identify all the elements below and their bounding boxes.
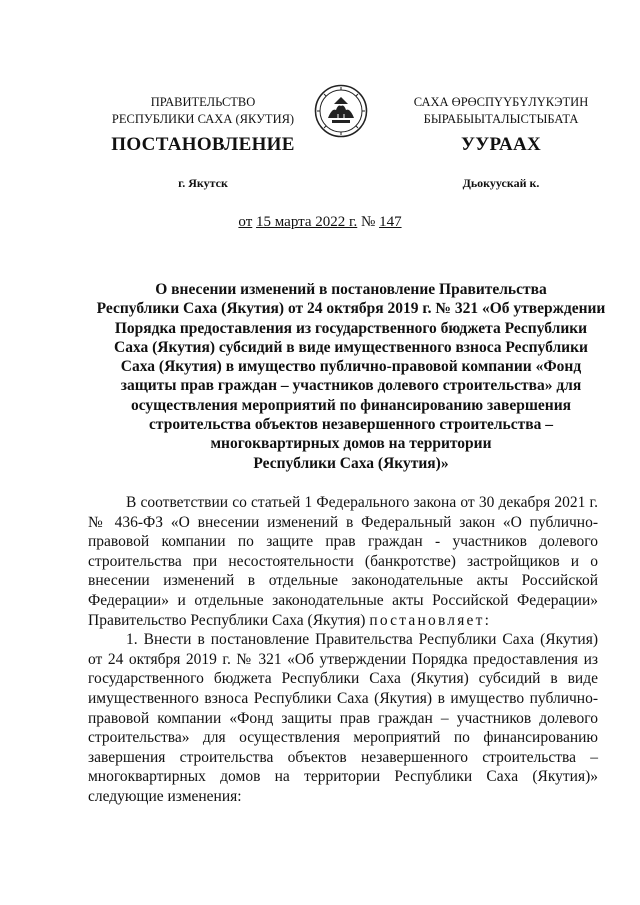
document-title [88,280,614,473]
issuer-name-yakut [386,94,616,128]
city-yakut: Дьокуускай к. [462,176,540,190]
title-line: Саха (Якутия) субсидий в виде имущественного взноса Республики [114,338,588,356]
document-date-line [0,214,640,231]
city-russian: г. Якутск [178,176,228,190]
issuer-line-1: ПРАВИТЕЛЬСТВО [150,95,256,109]
date-prefix: от [238,214,253,230]
title-line: Порядка предоставления из государственного бюджета Республики [114,319,588,337]
number-sign: № [361,214,376,230]
issuer-line-1-yakut: САХА ӨРӨСПҮҮБҮЛҮКЭТИН [413,95,589,109]
preamble-paragraph [88,493,598,630]
resolves-keyword: постановляет: [369,611,492,629]
issuer-name-russian [88,94,318,128]
issuer-line-2: РЕСПУБЛИКИ САХА (ЯКУТИЯ) [111,112,295,126]
title-line: Республики Саха (Якутия)» [253,454,449,472]
title-line: осуществления мероприятий по финансированию завершения [130,396,572,414]
title-line: Саха (Якутия) в имущество публично-правовой компании «Фонд [120,358,582,376]
preamble-text: В соответствии со статьей 1 Федерального закона от 30 декабря 2021 г. № 436-ФЗ «О внесении изменений в Федеральный закон «О публично-правовой компании по защите прав граждан - участников долевого строительства при несостоятельности (банкротстве) застройщиков и о внесении изменений в отдельные законодательные акты Российской Федерации» и отдельные законодательные акты Российской Федерации» Правительство Республики Саха (Якутия) [88,494,598,629]
title-line: Республики Саха (Якутия) от 24 октября 2019 г. № 321 «Об утверждении [96,300,606,318]
clause-1-paragraph: 1. Внести в постановление Правительства Республики Саха (Якутия) от 24 октября 2019 г. № 321 «Об утверждении Порядка предоставления из государственного бюджета Республики Саха (Якутия) субсидий в виде имущественного взноса Республики Саха (Якутия) в имущество публично-правовой компании «Фонд защиты прав граждан – участников долевого строительства» для осуществления мероприятий по финансированию завершения строительства объектов незавершенного строительства – многоквартирных домов на территории Республики Саха (Якутия)» следующие изменения: [88,631,598,805]
issuer-line-2-yakut: БЫРАБЫЫТАЛЫСТЫБАТА [423,112,579,126]
document-number: 147 [379,214,402,230]
coat-of-arms-icon [314,84,368,138]
document-date: 15 марта 2022 г. [256,214,358,230]
title-line: защиты прав граждан – участников долевого строительства» для [120,377,582,395]
document-body [88,493,598,807]
title-line: строительства объектов незавершенного строительства – [149,416,553,434]
doc-type-yakut: УУРААХ [460,134,542,155]
title-line: многоквартирных домов на территории [210,435,492,453]
title-line: О внесении изменений в постановление Правительства [155,281,547,298]
doc-type-russian: ПОСТАНОВЛЕНИЕ [111,134,295,155]
